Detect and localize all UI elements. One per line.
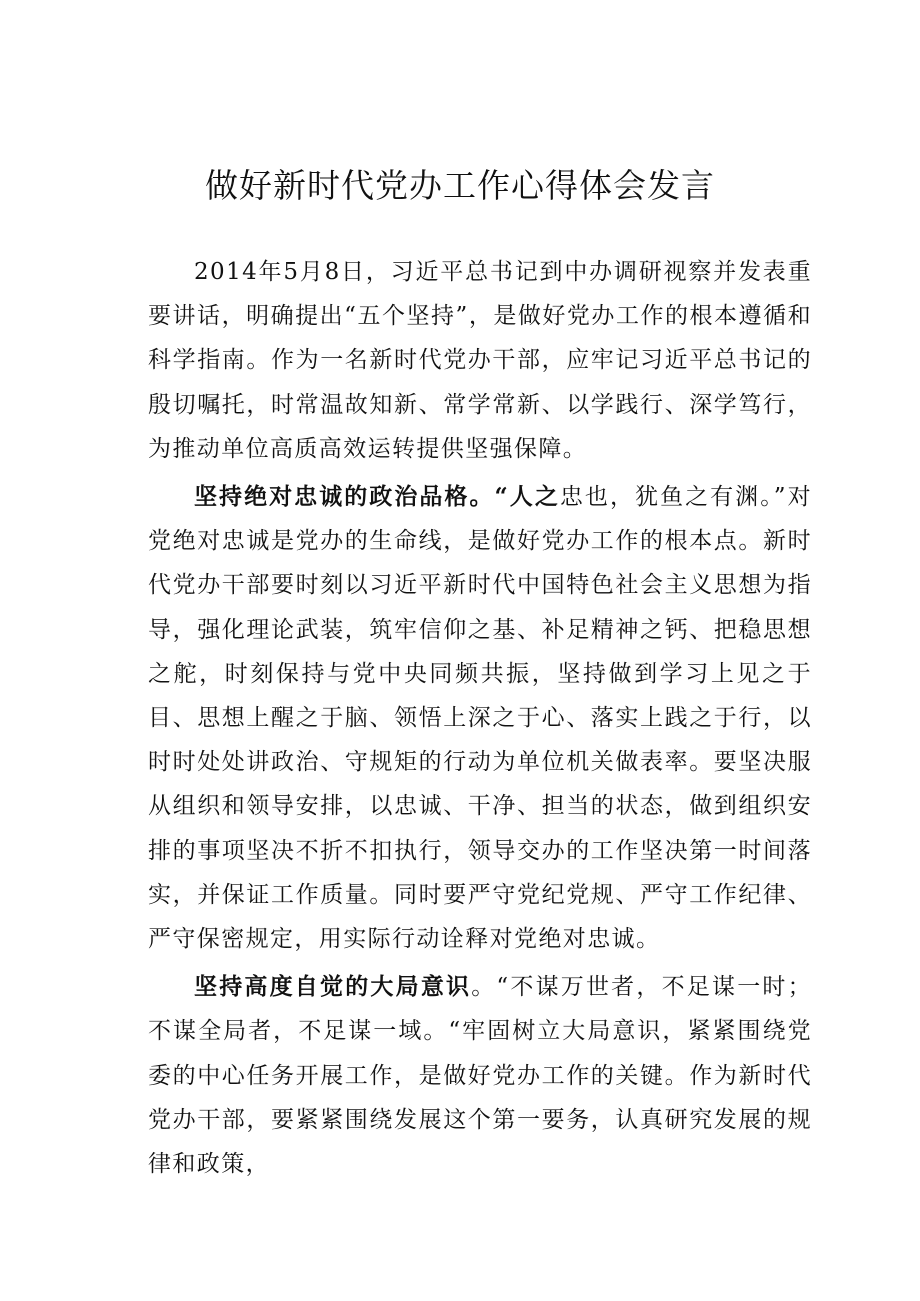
paragraph-text: 2014年5月8日，习近平总书记到中办调研视察并发表重要讲话，明确提出“五个坚持”，是做好党办工作的根本遵循和科学指南。作为一名新时代党办干部，应牢记习近平总书记的殷切嘱托，时常温故知新、常学常新、以学践行、深学笃行，为推动单位高质高效运转提供坚强保障。 [148, 259, 812, 462]
paragraph-text: 。“不谋万世者，不足谋一时；不谋全局者，不足谋一域。“牢固树立大局意识，紧紧围绕党委的中心任务开展工作，是做好党办工作的关键。作为新时代党办干部，要紧紧围绕发展这个第一要务，认真研究发展的规律和政策， [148, 974, 812, 1178]
document-body [148, 250, 812, 1190]
document-title: 做好新时代党办工作心得体会发言 [205, 166, 715, 205]
paragraph-text: 忠也，犹鱼之有渊。”对党绝对忠诚是党办的生命线，是做好党办工作的根本点。新时代党办干部要时刻以习近平新时代中国特色社会主义思想为指导，强化理论武装，筑牢信仰之基、补足精神之钙、把稳思想之舵，时刻保持与党中央同频共振，坚持做到学习上见之于目、思想上醒之于脑、领悟上深之于心、落实上践之于行，以时时处处讲政治、守规矩的行动为单位机关做表率。要坚决服从组织和领导安排，以忠诚、干净、担当的状态，做到组织安排的事项坚决不折不扣执行，领导交办的工作坚决第一时间落实，并保证工作质量。同时要严守党纪党规、严守工作纪律、严守保密规定，用实际行动诠释对党绝对忠诚。 [148, 484, 812, 953]
paragraph-lead: 坚持高度自觉的大局意识 [194, 973, 472, 1001]
paragraph-overall-view [148, 965, 812, 1186]
paragraph-loyalty [148, 475, 812, 961]
paragraph-intro [148, 250, 812, 471]
paragraph-lead: 坚持绝对忠诚的政治品格。“人之 [194, 483, 560, 511]
